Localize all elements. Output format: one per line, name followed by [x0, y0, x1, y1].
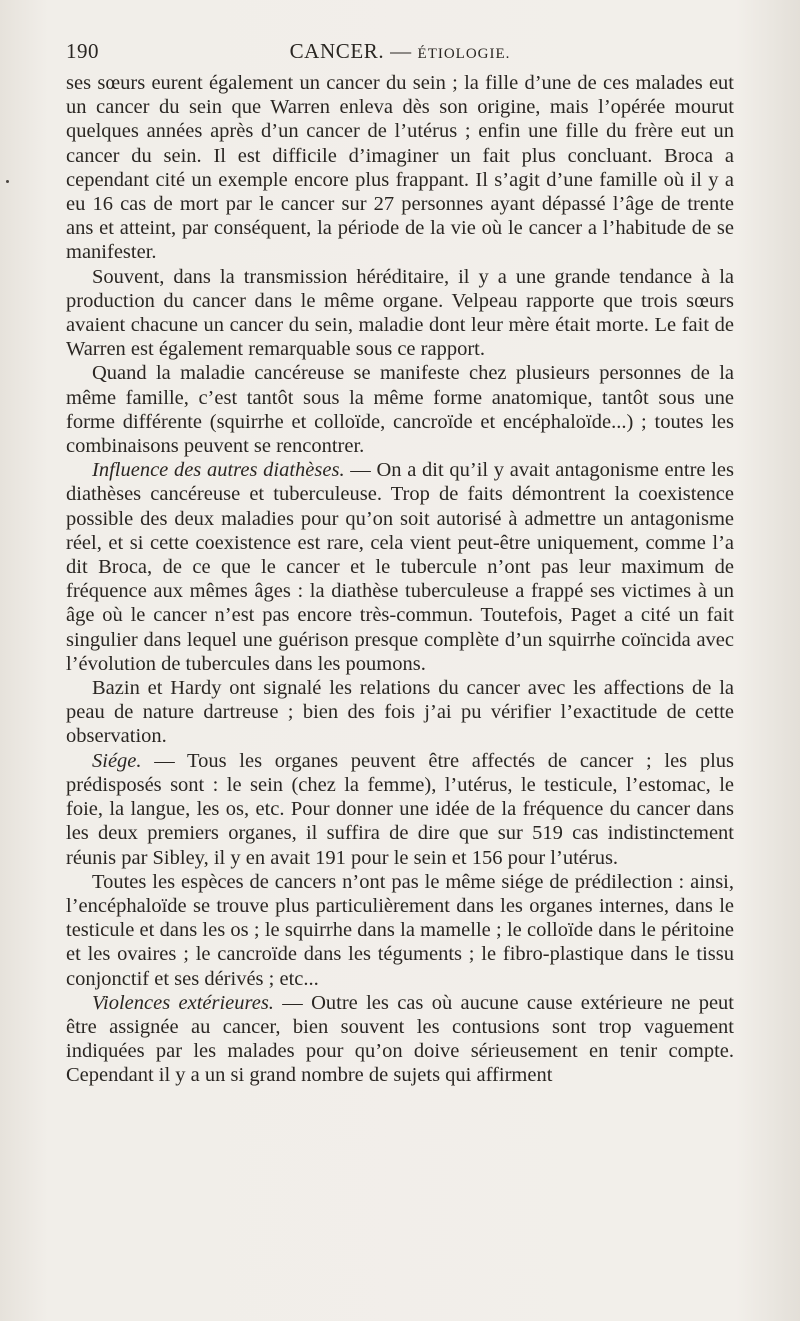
section-heading-influence: Influence des autres diathèses. [92, 459, 345, 482]
paragraph-siege: Siége. — Tous les organes peuvent être affectés de cancer ; les plus prédisposés sont : le sein (chez la femme), l’utérus, le testicule, l’estomac, le foie, la langue, les os, etc. Pour donner une idée de la fréquence du cancer dans les deux premiers organes, il suffira de dire que sur 519 cas indistinctement réunis par Sibley, il y en avait 191 pour le sein et 156 pour l’utérus. [66, 749, 734, 869]
page-number: 190 [66, 39, 99, 63]
paragraph-skin-affections: Bazin et Hardy ont signalé les relations du cancer avec les affections de la peau de nature dartreuse ; bien des fois j’ai pu vérifier l’exactitude de cette observation. [66, 677, 734, 748]
section-heading-siege: Siége. [92, 749, 142, 772]
paragraph-predilection: Toutes les espèces de cancers n’ont pas le même siége de prédilection : ainsi, l’encéphaloïde se trouve plus particulièrement dans les organes internes, dans le testicule et dans les os ; le squirrhe dans la mamelle ; le colloïde dans le péritoine et les ovaires ; le cancroïde dans les téguments ; le fibro-plastique dans le tissu conjonctif et ses dérivés ; etc... [66, 870, 734, 990]
paragraph-anatomic-forms: Quand la maladie cancéreuse se manifeste chez plusieurs personnes de la même famille, c’est tantôt sous la même forme anatomique, tantôt sous une forme différente (squirrhe et colloïde, cancroïde et encéphaloïde...) ; toutes les combinaisons peuvent se rencontrer. [66, 362, 734, 458]
body-text [66, 71, 734, 1088]
page-header [66, 38, 734, 64]
margin-speck [6, 180, 9, 183]
running-subtitle: ÉTIOLOGIE. [417, 46, 511, 62]
paragraph-other-diatheses: Influence des autres diathèses. — On a dit qu’il y avait antagonisme entre les diathèses cancéreuse et tuberculeuse. Trop de faits démontrent la coexistence possible des deux maladies pour qu’on soit autorisé à admettre un antagonisme réel, et si cette coexistence est rare, cela vient peut-être uniquement, comme l’a dit Broca, de ce que le cancer et le tubercule n’ont pas leur maximum de fréquence aux mêmes âges : la diathèse tuberculeuse a frappé ses victimes à un âge où le cancer n’est pas encore très-commun. Toutefois, Paget a cité un fait singulier dans lequel une guérison presque complète d’un squirrhe coïncida avec l’évolution de tubercules dans les poumons. [66, 459, 734, 675]
running-title: CANCER. [289, 39, 385, 63]
running-dash: — [384, 39, 418, 63]
running-head [66, 38, 734, 67]
paragraph-same-organ: Souvent, dans la transmission héréditaire, il y a une grande tendance à la production du cancer dans le même organe. Velpeau rapporte que trois sœurs avaient chacune un cancer du sein, maladie dont leur mère était morte. Le fait de Warren est également remarquable sous ce rapport. [66, 265, 734, 361]
paragraph-hereditary-family: ses sœurs eurent également un cancer du sein ; la fille d’une de ces malades eut un cancer du sein que Warren enleva dès son origine, mais l’opérée mourut quelques années après d’un cancer de l’utérus ; enfin une fille du frère eut un cancer du sein. Il est difficile d’imaginer un fait plus concluant. Broca a cependant cité un exemple encore plus frappant. Il s’agit d’une famille où il y a eu 16 cas de mort par le cancer sur 27 personnes ayant dépassé l’âge de trente ans et atteint, par conséquent, la période de la vie où le cancer a l’habitude de se manifester. [66, 72, 734, 264]
section-heading-violences: Violences extérieures. [92, 991, 274, 1014]
paragraph-external-violence: Violences extérieures. — Outre les cas où aucune cause extérieure ne peut être assignée au cancer, bien souvent les contusions sont trop vaguement indiquées par les malades pour qu’on doive sérieusement en tenir compte. Cependant il y a un si grand nombre de sujets qui affirment [66, 991, 734, 1087]
